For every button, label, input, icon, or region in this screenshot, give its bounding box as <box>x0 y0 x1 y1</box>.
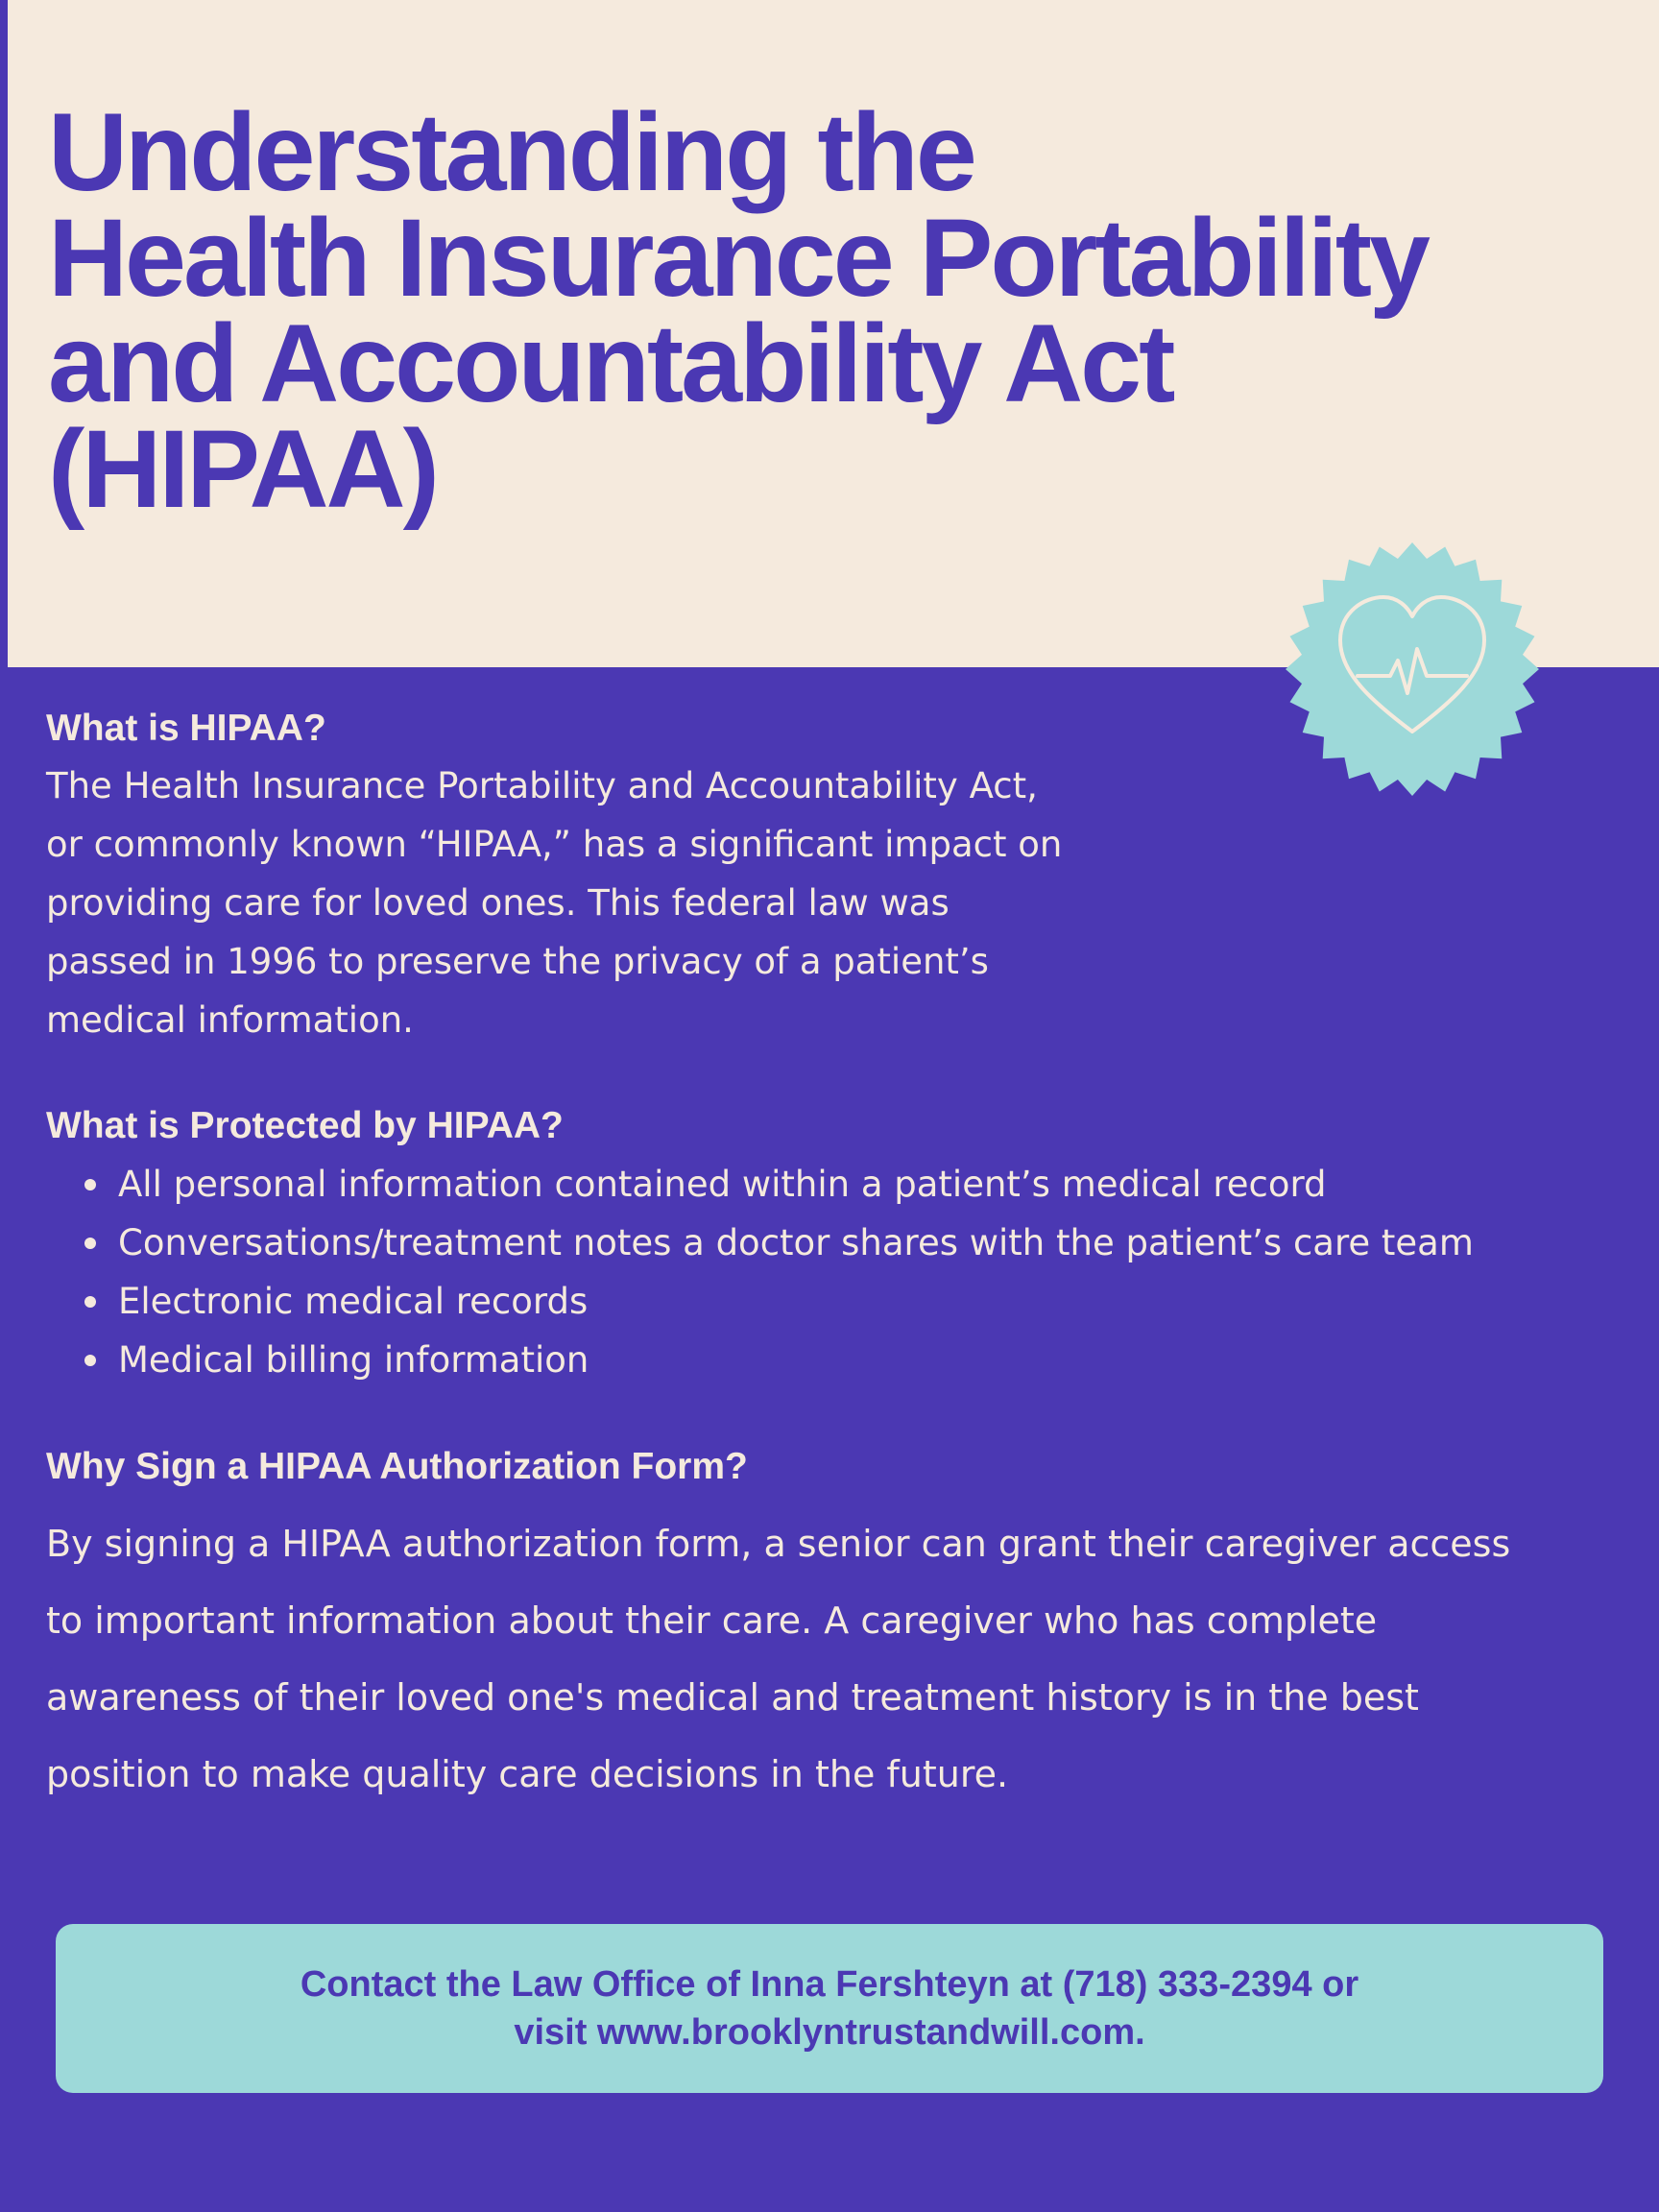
text-line: position to make quality care decisions in the future. <box>46 1753 1009 1795</box>
title-line: Health Insurance Portability <box>48 197 1428 320</box>
text-line: medical information. <box>46 999 414 1041</box>
heart-pulse-icon <box>1283 540 1542 799</box>
title-line: and Accountability Act <box>48 302 1173 425</box>
text-line: By signing a HIPAA authorization form, a senior can grant their caregiver access <box>46 1523 1511 1565</box>
text-line: The Health Insurance Portability and Accountability Act, <box>46 765 1038 806</box>
contact-line: visit www.brooklyntrustandwill.com. <box>514 2012 1145 2053</box>
text-line: passed in 1996 to preserve the privacy of a patient’s <box>46 941 989 982</box>
text-line: awareness of their loved one's medical and treatment history is in the best <box>46 1676 1419 1719</box>
list-item: Conversations/treatment notes a doctor shares with the patient’s care team <box>46 1214 1474 1272</box>
list-item: All personal information contained within a patient’s medical record <box>46 1155 1474 1214</box>
title-line: Understanding the <box>48 91 974 214</box>
list-item: Medical billing information <box>46 1331 1474 1389</box>
what-is-text <box>46 757 1062 1049</box>
page-title <box>48 91 1642 531</box>
why-sign-text <box>46 1505 1510 1813</box>
title-line: (HIPAA) <box>48 408 437 531</box>
text-line: to important information about their care. A caregiver who has complete <box>46 1599 1378 1642</box>
what-is-heading: What is HIPAA? <box>46 708 326 749</box>
contact-box <box>56 1924 1603 2093</box>
contact-line: Contact the Law Office of Inna Fershteyn at (718) 333-2394 or <box>300 1964 1359 2005</box>
protected-heading: What is Protected by HIPAA? <box>46 1105 564 1146</box>
protected-list <box>46 1155 1474 1389</box>
list-item: Electronic medical records <box>46 1272 1474 1331</box>
text-line: or commonly known “HIPAA,” has a significant impact on <box>46 824 1063 865</box>
why-sign-heading: Why Sign a HIPAA Authorization Form? <box>46 1446 748 1487</box>
text-line: providing care for loved ones. This federal law was <box>46 882 950 924</box>
